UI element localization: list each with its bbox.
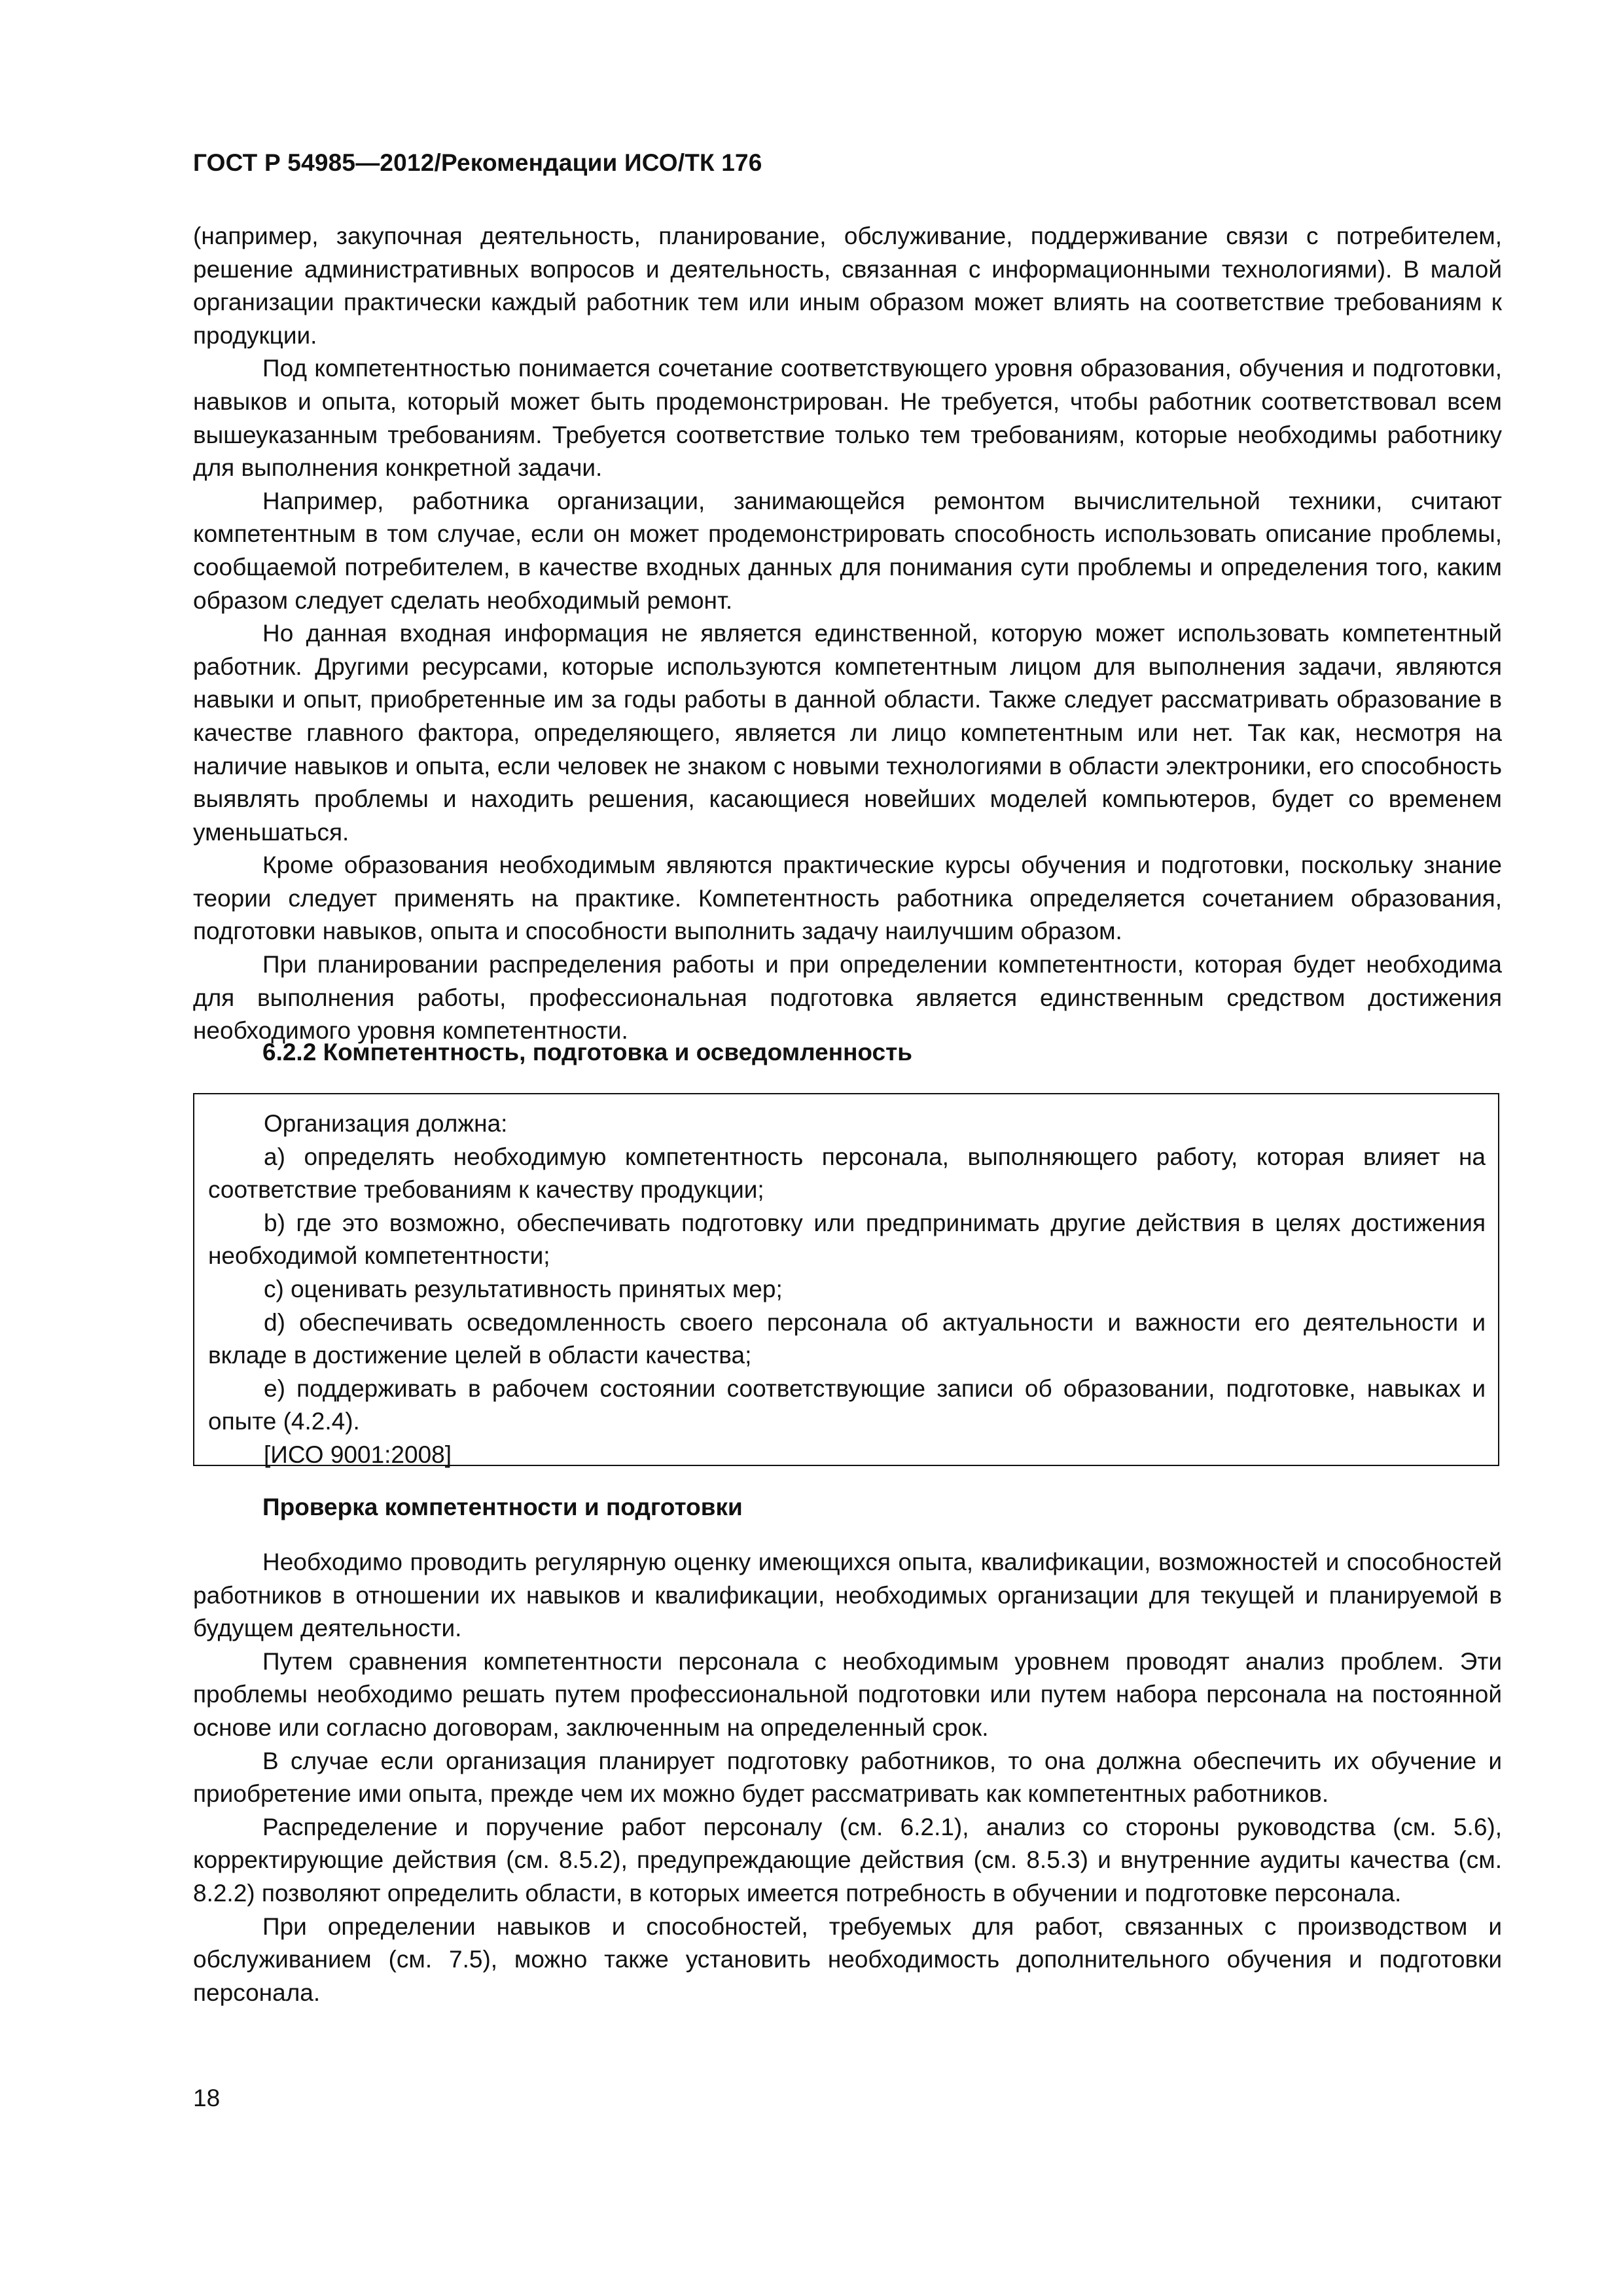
bottom-text-block: [193, 1546, 1502, 2009]
quote-line: Организация должна:: [264, 1110, 508, 1137]
paragraph: Но данная входная информация не является единственной, которую может использовать компетентный работник. Другими ресурсами, которые используются компетентным лицом для выполнения задачи, являются навыки и опыт, приобретенные им за годы работы в данной области. Также следует рассматривать образование в качестве главного фактора, определяющего, является ли лицо компетентным или нет. Так как, несмотря на наличие навыков и опыта, если человек не знаком с новыми технологиями в области электроники, его способность выявлять проблемы и находить решения, касающиеся новейших моделей компьютеров, будет со временем уменьшаться.: [193, 620, 1502, 846]
page-number: 18: [193, 2085, 221, 2111]
paragraph: В случае если организация планирует подготовку работников, то она должна обеспечить их обучение и приобретение ими опыта, прежде чем их можно будет рассматривать как компетентных работников.: [193, 1747, 1502, 1808]
quote-line: e) поддерживать в рабочем состоянии соответствующие записи об образовании, подготовке, навыках и опыте (4.2.4).: [208, 1374, 1486, 1435]
paragraph: Распределение и поручение работ персоналу (см. 6.2.1), анализ со стороны руководства (см. 5.6), корректирующие действия (см. 8.5.2), предупреждающие действия (см. 8.5.3) и внутренние аудиты качества (см. 8.2.2) позволяют определить области, в которых имеется потребность в обучении и подготовке персонала.: [193, 1813, 1502, 1907]
paragraph: Кроме образования необходимым являются практические курсы обучения и подготовки, поскольку знание теории следует применять на практике. Компетентность работника определяется сочетанием образования, подготовки навыков, опыта и способности выполнить задачу наилучшим образом.: [193, 852, 1502, 945]
quote-line: b) где это возможно, обеспечивать подготовку или предпринимать другие действия в целях достижения необходимой компетентности;: [208, 1209, 1486, 1270]
standard-quote-box: [193, 1093, 1499, 1466]
paragraph: (например, закупочная деятельность, планирование, обслуживание, поддерживание связи с потребителем, решение административных вопросов и деятельность, связанная с информационными технологиями). В малой организации практически каждый работник тем или иным образом может влиять на соответствие требованиям к продукции.: [193, 223, 1502, 349]
paragraph: При определении навыков и способностей, требуемых для работ, связанных с производством и обслуживанием (см. 7.5), можно также установить необходимость дополнительного обучения и подготовки персонала.: [193, 1912, 1502, 2006]
running-header: ГОСТ Р 54985—2012/Рекомендации ИСО/ТК 176: [193, 149, 762, 176]
paragraph: Необходимо проводить регулярную оценку имеющихся опыта, квалификации, возможностей и способностей работников в отношении их навыков и квалификации, необходимых организации для текущей и планируемой в будущем деятельности.: [193, 1549, 1502, 1642]
paragraph: Под компетентностью понимается сочетание соответствующего уровня образования, обучения и подготовки, навыков и опыта, который может быть продемонстрирован. Не требуется, чтобы работник соответствовал всем вышеуказанным требованиям. Требуется соответствие только тем требованиям, которые необходимы работнику для выполнения конкретной задачи.: [193, 355, 1502, 482]
quote-source: [ИСО 9001:2008]: [264, 1441, 452, 1468]
quote-content: [208, 1107, 1486, 1472]
paragraph: Путем сравнения компетентности персонала с необходимым уровнем проводят анализ проблем. Эти проблемы необходимо решать путем профессиональной подготовки или путем набора персонала на постоянной основе или согласно договорам, заключенным на определенный срок.: [193, 1647, 1502, 1741]
paragraph: При планировании распределения работы и при определении компетентности, которая будет необходима для выполнения работы, профессиональная подготовка является единственным средством достижения необходимого уровня компетентности.: [193, 951, 1502, 1045]
quote-line: c) оценивать результативность принятых мер;: [264, 1275, 783, 1302]
paragraph: Например, работника организации, занимающейся ремонтом вычислительной техники, считают компетентным в том случае, если он может продемонстрировать способность использовать описание проблемы, сообщаемой потребителем, в качестве входных данных для понимания сути проблемы и определения того, каким образом следует сделать необходимый ремонт.: [193, 487, 1502, 614]
quote-line: a) определять необходимую компетентность персонала, выполняющего работу, которая влияет на соответствие требованиям к качеству продукции;: [208, 1143, 1486, 1204]
section-heading: 6.2.2 Компетентность, подготовка и осведомленность: [262, 1039, 912, 1066]
top-text-block: [193, 220, 1502, 1048]
quote-line: d) обеспечивать осведомленность своего персонала об актуальности и важности его деятельности и вкладе в достижение целей в области качества;: [208, 1308, 1486, 1369]
subsection-heading: Проверка компетентности и подготовки: [262, 1494, 743, 1520]
